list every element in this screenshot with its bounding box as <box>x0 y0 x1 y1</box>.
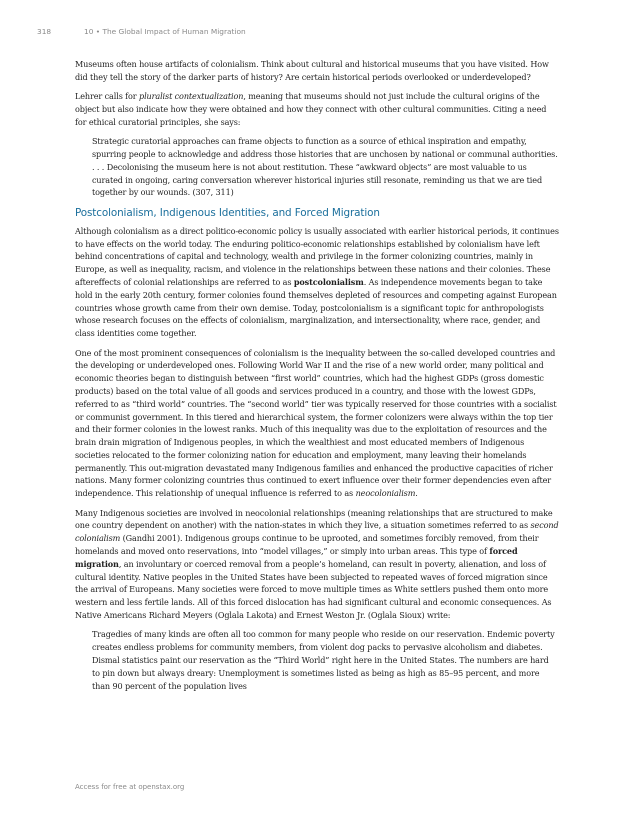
page-header <box>37 24 590 38</box>
term-second-colonialism: second colonialism <box>75 520 559 544</box>
paragraph-forced-migration: Many Indigenous societies are involved in neocolonial relationships (meaning relationships that are structured to make one country dependent on another) with the nation-states in which they live, a situation sometimes referred to as second colonialism (Gandhi 2001). Indigenous groups continue to be uprooted, and sometimes forcibly removed, from their homelands and moved onto reservations, into “model villages,” or simply into urban areas. This type of forced migration, an involuntary or coerced removal from a people’s homeland, can result in poverty, alienation, and loss of cultural identity. Native peoples in the United States have been subjected to repeated waves of forced migration since the arrival of Europeans. Many societies were forced to move multiple times as White settlers pushed them onto more western and less fertile lands. All of this forced dislocation has had significant cultural and economic consequences. As Native Americans Richard Meyers (Oglala Lakota) and Ernest Weston Jr. (Oglala Sioux) write: <box>75 507 559 621</box>
paragraph-inequality: One of the most prominent consequences of colonialism is the inequality between the so-called developed countries and the developing or underdeveloped ones. Following World War II and the rise of a new world order, many political and economic theories began to distinguish between “first world” countries, which had the highest GDPs (gross domestic products) based on the total value of all goods and services produced in a country, and those with the lowest GDPs, referred to as “third world” countries. The “second world” tier was typically reserved for those countries with a socialist or communist government. In this tiered and hierarchical system, the former colonizers were always within the top tier and their former colonies in the lowest ranks. Much of this inequality was due to the exploitation of resources and the brain drain migration of Indigenous peoples, in which the wealthiest and most educated members of Indigenous societies relocated to the former colonizing nation for education and employment, many leaving their homelands permanently. This out-migration devastated many Indigenous families and enhanced the productive capacities of richer nations. Many former colonizing countries thus continued to exert influence over their former dependencies even after independence. This relationship of unequal influence is referred to as neocolonialism. <box>75 347 557 499</box>
page-footer: Access for free at openstax.org <box>75 783 185 791</box>
block-quote-lehrer: Strategic curatorial approaches can frame objects to function as a source of ethical inspiration and empathy, spurring people to acknowledge and address those histories that are unchosen by national or communal authorities. . . . Decolonising the museum here is not about restitution. These “awkward objects” are most valuable to us curated in ongoing, caring conversation wherever historical injuries still resonate, reminding us that we are tied together by our wounds. (307, 311) <box>92 136 558 198</box>
block-quote-meyers-weston: Tragedies of many kinds are often all too common for many people who reside on our reservation. Endemic poverty creates endless problems for community members, from violent dog packs to pervasive alcoholism and diabetes. Dismal statistics paint our reservation as the “Third World” right here in the United States. The numbers are hard to pin down but always dreary: Unemployment is sometimes listed as being as high as 85–95 percent, and more than 90 percent of the population lives <box>92 629 555 691</box>
paragraph-postcolonialism: Although colonialism as a direct politico-economic policy is usually associated with earlier historical periods, it continues to have effects on the world today. The enduring politico-economic relationships established by colonialism have left behind concentrations of capital and technology, wealth and privilege in the former colonizing countries, mainly in Europe, as well as inequality, racism, and violence in the relationships between these nations and their colonies. These aftereffects of colonial relationships are referred to as postcolonialism. As independence movements began to take hold in the early 20th century, former colonies found themselves depleted of resources and competing against European countries whose growth came from their own demise. Today, postcolonialism is a significant topic for anthropologists whose research focuses on the effects of colonialism, marginalization, and intersectionality, where race, gender, and class identities come together. <box>75 225 559 339</box>
term-forced-migration: forced migration <box>75 546 518 569</box>
main-content <box>75 58 559 699</box>
section-heading: Postcolonialism, Indigenous Identities, and Forced Migration <box>75 206 380 219</box>
term-neocolonialism: neocolonialism <box>355 488 416 499</box>
term-pluralist-contextualization: pluralist contextualization <box>139 91 244 102</box>
paragraph-museums: Museums often house artifacts of colonialism. Think about cultural and historical museums that you have visited. How did they tell the story of the darker parts of history? Are certain historical periods overlooked or underdeveloped? <box>75 59 549 82</box>
chapter-title: 10 • The Global Impact of Human Migration <box>84 26 246 36</box>
page-number: 318 <box>37 26 52 36</box>
term-postcolonialism: postcolonialism <box>293 276 364 287</box>
paragraph-lehrer: Lehrer calls for pluralist contextualization, meaning that museums should not just include the cultural origins of the object but also indicate how they were obtained and how they connect with other cultural communities. Citing a need for ethical curatorial principles, she says: <box>75 91 547 127</box>
